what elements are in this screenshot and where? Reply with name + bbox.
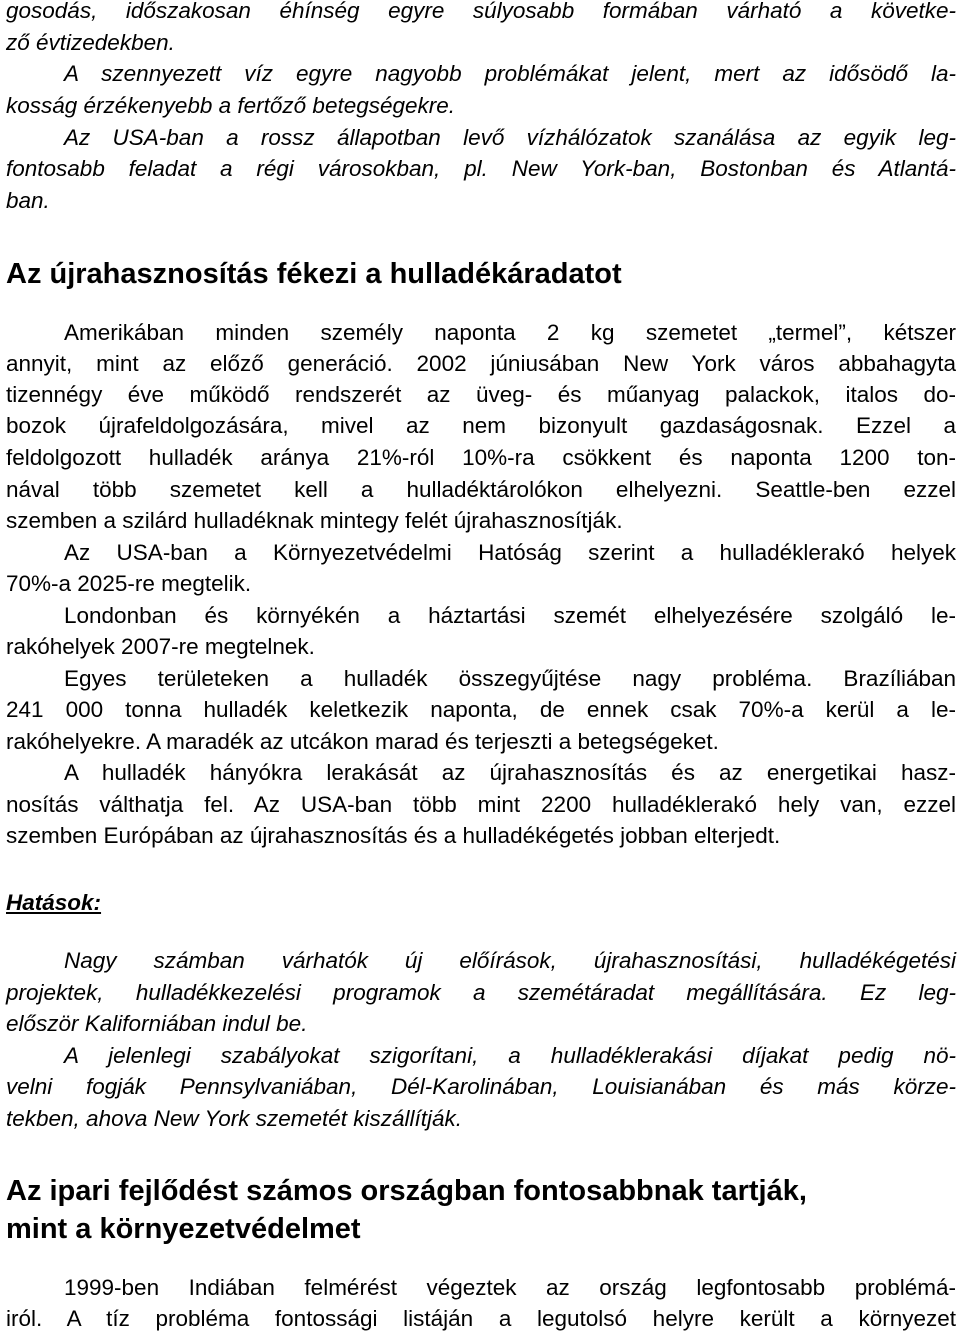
body-line: 1999-ben Indiában felmérést végeztek az ország legfontosabb problémá- — [64, 1275, 956, 1300]
section-heading: Az újrahasznosítás fékezi a hulladékáradatot — [6, 258, 622, 290]
effects-line: projektek, hulladékkezelési programok a szemétáradat megállítására. Ez leg- — [6, 980, 956, 1005]
body-line: bozok újrafeldolgozására, mivel az nem bizonyult gazdaságosnak. Ezzel a — [6, 413, 956, 438]
effects-line: A jelenlegi szabályokat szigorítani, a hulladéklerakási díjakat pedig nö- — [64, 1043, 956, 1068]
intro-line: gosodás, időszakosan éhínség egyre súlyosabb formában várható a követke- — [6, 0, 956, 23]
body-line: Londonban és környékén a háztartási szemét elhelyezésére szolgáló le- — [64, 603, 956, 628]
body-line: iról. A tíz probléma fontossági listáján a legutolsó helyre került a környezet — [6, 1306, 956, 1331]
body-line: Egyes területeken a hulladék összegyűjtése nagy probléma. Brazíliában — [64, 666, 956, 691]
body-line: annyit, mint az előző generáció. 2002 júniusában New York város abbahagyta — [6, 351, 956, 376]
effects-line: Nagy számban várhatók új előírások, újrahasznosítási, hulladékégetési — [64, 948, 956, 973]
body-line: szemben Európában az újrahasznosítás és a hulladékégetés jobban elterjedt. — [6, 823, 781, 848]
body-line: tizennégy éve működő rendszerét az üveg- és műanyag palackok, italos do- — [6, 382, 956, 407]
effects-line: velni fogják Pennsylvaniában, Dél-Karolinában, Louisianában és más körze- — [6, 1074, 956, 1099]
body-line: rakóhelyekre. A maradék az utcákon marad és terjeszti a betegségeket. — [6, 729, 719, 754]
body-line: Amerikában minden személy naponta 2 kg szemetet „termel”, kétszer — [64, 320, 956, 345]
intro-line: ban. — [6, 188, 50, 213]
body-line: Az USA-ban a Környezetvédelmi Hatóság szerint a hulladéklerakó helyek — [64, 540, 956, 565]
intro-line: A szennyezett víz egyre nagyobb problémákat jelent, mert az idősödő la- — [64, 61, 956, 86]
effects-heading: Hatások: — [6, 890, 102, 915]
section-heading: Az ipari fejlődést számos országban fontosabbnak tartják, — [6, 1175, 807, 1207]
effects-line: tekben, ahova New York szemetét kiszállítják. — [6, 1106, 463, 1131]
body-line: szemben a szilárd hulladéknak mintegy felét újrahasznosítják. — [6, 508, 623, 533]
body-line: nával több szemetet kell a hulladéktárolókon elhelyezni. Seattle-ben ezzel — [6, 477, 956, 502]
intro-line: Az USA-ban a rossz állapotban levő vízhálózatok szanálása az egyik leg- — [64, 125, 956, 150]
intro-line: fontosabb feladat a régi városokban, pl. New York-ban, Bostonban és Atlantá- — [6, 156, 956, 181]
body-line: 241 000 tonna hulladék keletkezik naponta, de ennek csak 70%-a kerül a le- — [6, 697, 956, 722]
intro-line: ző évtizedekben. — [6, 30, 175, 55]
section-heading: mint a környezetvédelmet — [6, 1213, 361, 1245]
body-line: nosítás válthatja fel. Az USA-ban több mint 2200 hulladéklerakó hely van, ezzel — [6, 792, 956, 817]
body-line: feldolgozott hulladék aránya 21%-ról 10%-ra csökkent és naponta 1200 ton- — [6, 445, 956, 470]
intro-line: kosság érzékenyebb a fertőző betegségekre. — [6, 93, 456, 118]
body-line: A hulladék hányókra lerakását az újrahasznosítás és az energetikai hasz- — [64, 760, 956, 785]
effects-line: először Kaliforniában indul be. — [6, 1011, 308, 1036]
body-line: rakóhelyek 2007-re megtelnek. — [6, 634, 315, 659]
body-line: 70%-a 2025-re megtelik. — [6, 571, 252, 596]
